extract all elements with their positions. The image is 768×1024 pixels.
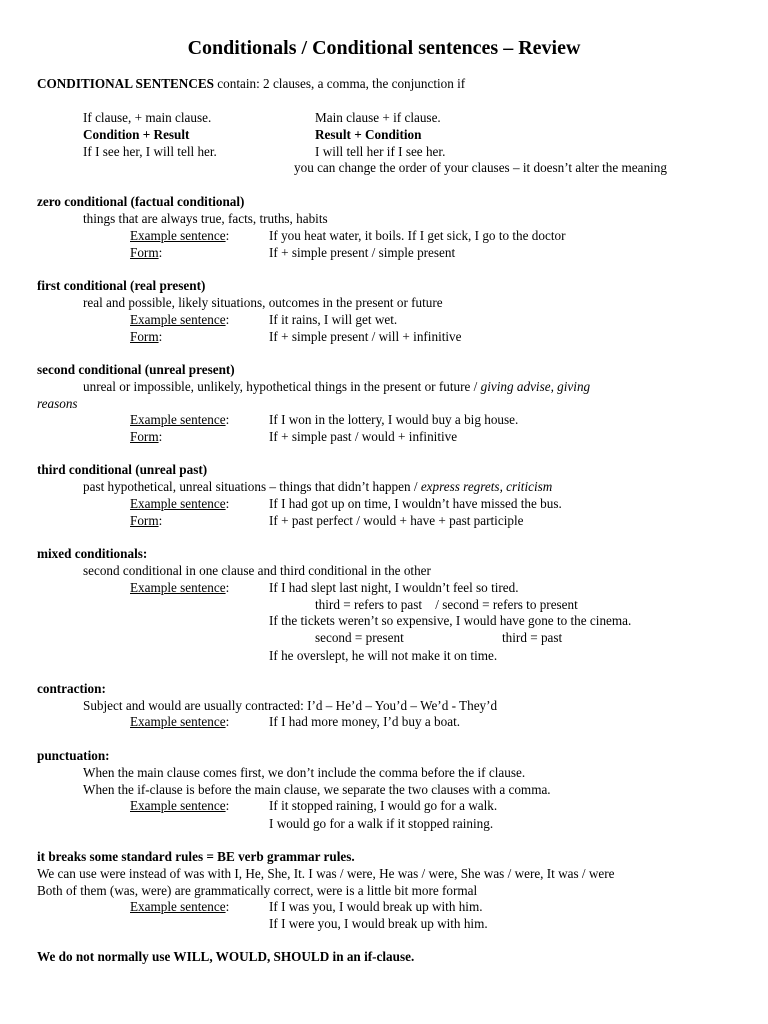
contraction-heading: contraction: <box>37 681 106 696</box>
breaks-heading: it breaks some standard rules = BE verb grammar rules. <box>37 849 355 864</box>
order-note: you can change the order of your clauses – it doesn’t alter the meaning <box>294 160 667 175</box>
contraction-desc: Subject and would are usually contracted: I’d – He’d – You’d – We’d - They’d <box>83 698 498 713</box>
punctuation-example-label: Example sentence: <box>130 798 230 813</box>
punctuation-desc-2: When the if-clause is before the main clause, we separate the two clauses with a comma. <box>83 782 551 797</box>
punctuation-example-1: If it stopped raining, I would go for a walk. <box>269 798 498 813</box>
contraction-example-label: Example sentence: <box>130 714 230 729</box>
second-example-label: Example sentence: <box>130 412 230 427</box>
zero-desc: things that are always true, facts, truths, habits <box>83 211 328 226</box>
order-right-line1: Main clause + if clause. <box>315 110 441 125</box>
second-desc-cont: reasons <box>37 396 78 411</box>
breaks-desc-2: Both of them (was, were) are grammatically correct, were is a little bit more formal <box>37 883 478 898</box>
punctuation-heading: punctuation: <box>37 748 110 763</box>
breaks-example-1: If I was you, I would break up with him. <box>269 899 483 914</box>
zero-form-label: Form: <box>130 245 163 260</box>
second-example: If I won in the lottery, I would buy a big house. <box>269 412 519 427</box>
first-desc: real and possible, likely situations, outcomes in the present or future <box>83 295 443 310</box>
second-form-label: Form: <box>130 429 163 444</box>
order-left-line3: If I see her, I will tell her. <box>83 144 217 159</box>
third-heading: third conditional (unreal past) <box>37 462 208 477</box>
order-right-line2: Result + Condition <box>315 127 422 142</box>
breaks-example-label: Example sentence: <box>130 899 230 914</box>
intro-label: CONDITIONAL SENTENCES <box>37 76 214 91</box>
third-form: If + past perfect / would + have + past participle <box>269 513 524 528</box>
first-example: If it rains, I will get wet. <box>269 312 398 327</box>
mixed-note-2a: second = present <box>315 630 404 645</box>
mixed-example-label: Example sentence: <box>130 580 230 595</box>
breaks-example-2: If I were you, I would break up with him. <box>269 916 488 931</box>
breaks-desc-1: We can use were instead of was with I, He, She, It. I was / were, He was / were, She was / were, It was / were <box>37 866 615 881</box>
third-example-label: Example sentence: <box>130 496 230 511</box>
intro-line <box>37 76 465 93</box>
mixed-example-3: If he overslept, he will not make it on time. <box>269 648 498 663</box>
contraction-example: If I had more money, I’d buy a boat. <box>269 714 461 729</box>
zero-example-label: Example sentence: <box>130 228 230 243</box>
mixed-note-1: third = refers to past / second = refers to present <box>315 597 578 612</box>
third-example: If I had got up on time, I wouldn’t have missed the bus. <box>269 496 562 511</box>
first-form: If + simple present / will + infinitive <box>269 329 462 344</box>
order-right-line3: I will tell her if I see her. <box>315 144 446 159</box>
mixed-example-1: If I had slept last night, I wouldn’t feel so tired. <box>269 580 519 595</box>
punctuation-desc-1: When the main clause comes first, we don’t include the comma before the if clause. <box>83 765 526 780</box>
mixed-heading: mixed conditionals: <box>37 546 148 561</box>
first-heading: first conditional (real present) <box>37 278 206 293</box>
first-form-label: Form: <box>130 329 163 344</box>
order-left-line2: Condition + Result <box>83 127 190 142</box>
zero-example: If you heat water, it boils. If I get sick, I go to the doctor <box>269 228 566 243</box>
second-heading: second conditional (unreal present) <box>37 362 235 377</box>
final-note: We do not normally use WILL, WOULD, SHOULD in an if-clause. <box>37 949 415 964</box>
third-desc: past hypothetical, unreal situations – things that didn’t happen / express regrets, criticism <box>83 479 553 494</box>
third-form-label: Form: <box>130 513 163 528</box>
page-title: Conditionals / Conditional sentences – Review <box>187 37 581 59</box>
punctuation-example-2: I would go for a walk if it stopped raining. <box>269 816 494 831</box>
mixed-desc: second conditional in one clause and third conditional in the other <box>83 563 431 578</box>
zero-form: If + simple present / simple present <box>269 245 456 260</box>
second-form: If + simple past / would + infinitive <box>269 429 458 444</box>
mixed-note-2b: third = past <box>502 630 563 645</box>
mixed-example-2: If the tickets weren’t so expensive, I would have gone to the cinema. <box>269 613 632 628</box>
zero-heading: zero conditional (factual conditional) <box>37 194 245 209</box>
first-example-label: Example sentence: <box>130 312 230 327</box>
intro-text: contain: 2 clauses, a comma, the conjunction if <box>213 76 466 91</box>
second-desc: unreal or impossible, unlikely, hypothetical things in the present or future / giving advise, giving <box>83 379 591 394</box>
order-left-line1: If clause, + main clause. <box>83 110 212 125</box>
